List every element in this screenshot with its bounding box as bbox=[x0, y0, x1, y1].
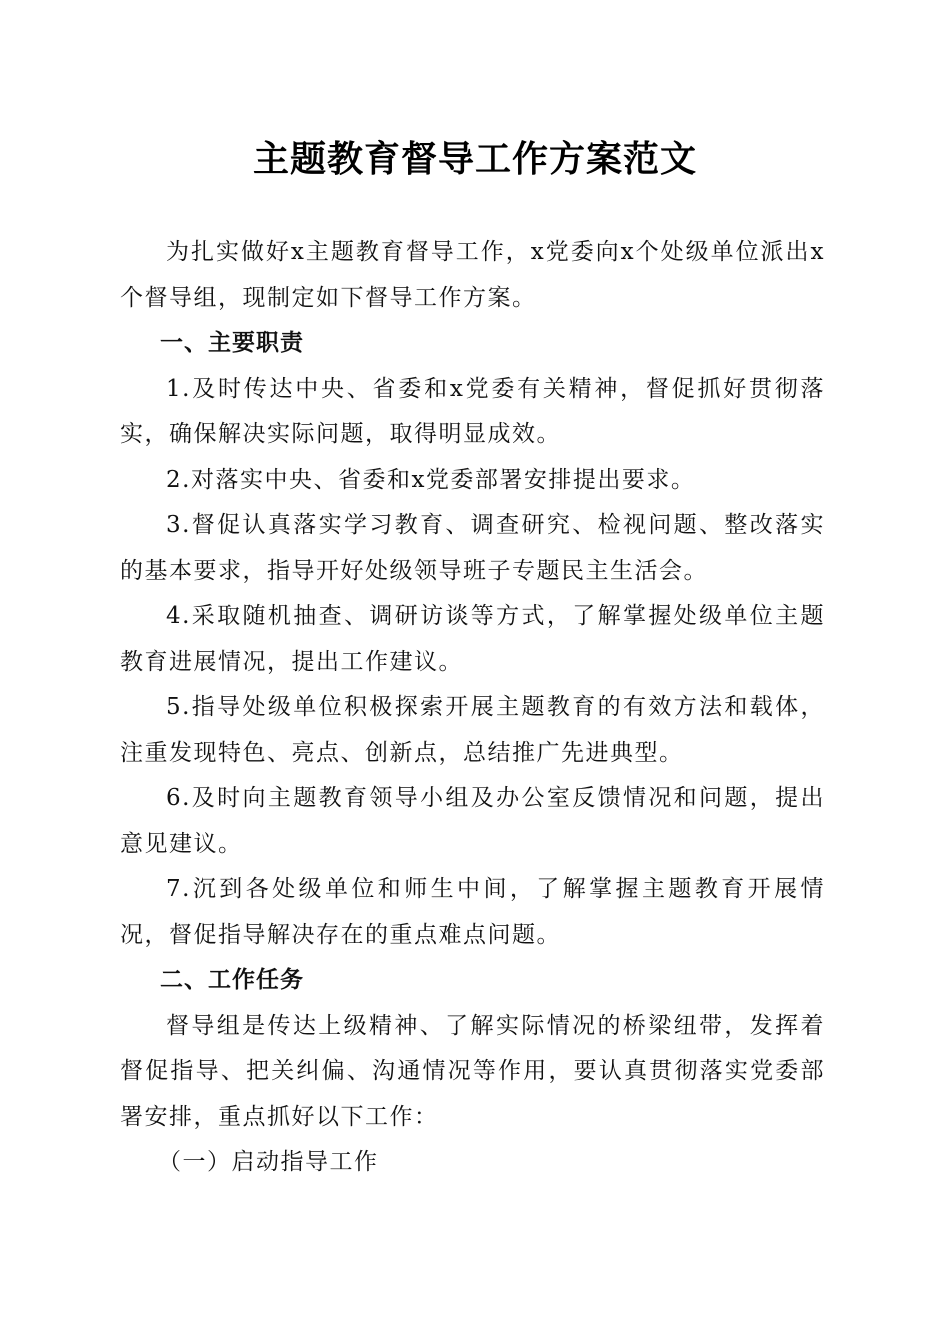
subsection-heading-launch: （一）启动指导工作 bbox=[158, 1149, 379, 1175]
duty-item-5: 5.指导处级单位积极探索开展主题教育的有效方法和载体，注重发现特色、亮点、创新点，总结推广先进典型。 bbox=[120, 694, 825, 766]
duty-item-6: 6.及时向主题教育领导小组及办公室反馈情况和问题，提出意见建议。 bbox=[120, 785, 825, 857]
intro-paragraph: 为扎实做好x主题教育督导工作，x党委向x个处级单位派出x个督导组，现制定如下督导工作方案。 bbox=[120, 239, 825, 311]
duty-item-3: 3.督促认真落实学习教育、调查研究、检视问题、整改落实的基本要求，指导开好处级领导班子专题民主生活会。 bbox=[120, 512, 825, 584]
tasks-paragraph: 督导组是传达上级精神、了解实际情况的桥梁纽带，发挥着督促指导、把关纠偏、沟通情况等作用，要认真贯彻落实党委部署安排，重点抓好以下工作： bbox=[120, 1012, 825, 1130]
document-body bbox=[120, 230, 825, 1186]
duty-item-4: 4.采取随机抽查、调研访谈等方式，了解掌握处级单位主题教育进展情况，提出工作建议。 bbox=[120, 603, 825, 675]
section-heading-duties: 一、主要职责 bbox=[160, 330, 304, 356]
duty-item-7: 7.沉到各处级单位和师生中间，了解掌握主题教育开展情况，督促指导解决存在的重点难点问题。 bbox=[120, 876, 825, 948]
duty-item-2: 2.对落实中央、省委和x党委部署安排提出要求。 bbox=[166, 466, 696, 493]
section-heading-tasks: 二、工作任务 bbox=[160, 967, 304, 993]
duty-item-1: 1.及时传达中央、省委和x党委有关精神，督促抓好贯彻落实，确保解决实际问题，取得明显成效。 bbox=[120, 375, 825, 447]
document-title: 主题教育督导工作方案范文 bbox=[252, 138, 697, 180]
